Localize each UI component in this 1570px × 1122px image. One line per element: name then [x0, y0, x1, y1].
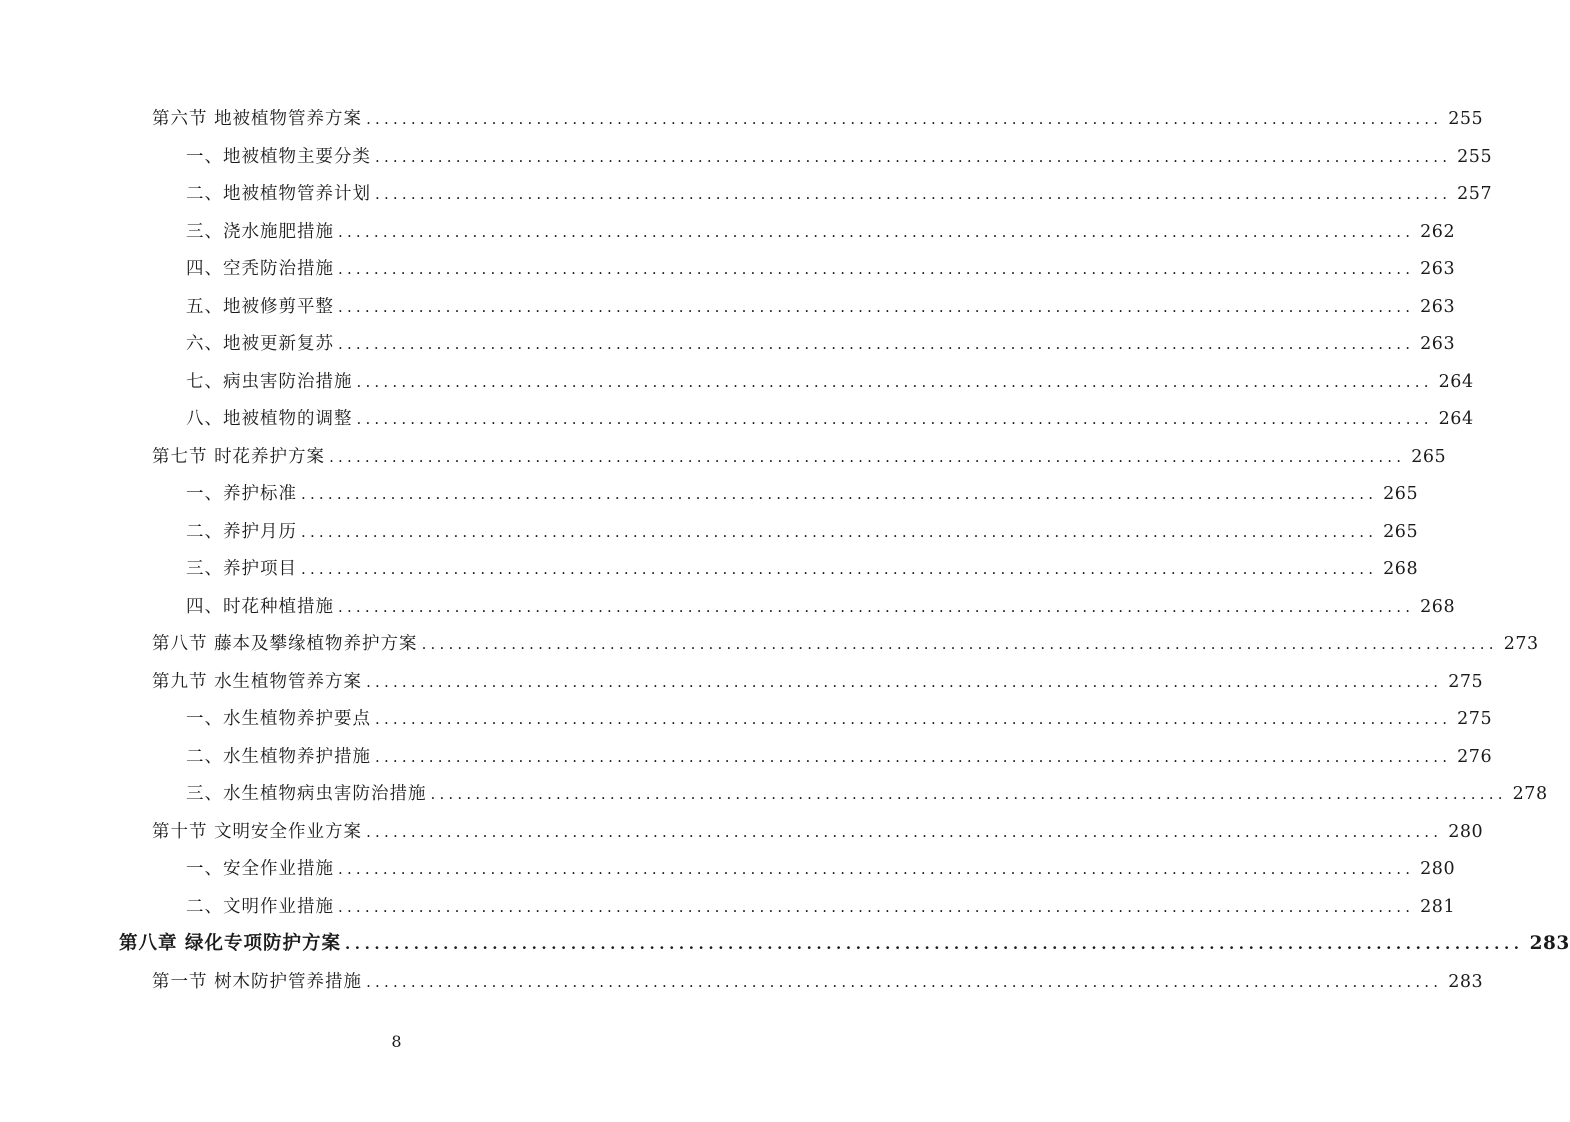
- toc-entry-title: 一、养护标准: [186, 484, 297, 504]
- toc-entry-title: 第八节 藤本及攀缘植物养护方案: [152, 634, 418, 654]
- toc-entry-page: 283: [1529, 933, 1570, 954]
- toc-entry-page: 276: [1457, 746, 1493, 767]
- toc-entry-title: 一、水生植物养护要点: [186, 709, 371, 729]
- toc-leader-dots: ........................................................................................................................: [329, 447, 1406, 466]
- toc-entry-section[interactable]: [152, 968, 1484, 996]
- toc-entry-page: 268: [1420, 596, 1456, 617]
- toc-entry-section[interactable]: [152, 818, 1484, 846]
- toc-leader-dots: ........................................................................................................................: [338, 260, 1415, 278]
- toc-entry-item[interactable]: [186, 405, 1474, 433]
- toc-entry-page: 268: [1383, 559, 1419, 579]
- toc-entry-page: 264: [1438, 371, 1474, 392]
- toc-entry-title: 第八章 绿化专项防护方案: [119, 933, 341, 954]
- toc-entry-page: 262: [1420, 221, 1456, 242]
- toc-entry-page: 283: [1448, 971, 1484, 992]
- toc-entry-page: 265: [1411, 446, 1447, 467]
- toc-entry-title: 七、病虫害防治措施: [186, 371, 353, 392]
- toc-leader-dots: ........................................................................................................................: [338, 222, 1415, 241]
- toc-leader-dots: ........................................................................................................................: [430, 785, 1507, 803]
- toc-entry-item[interactable]: [186, 368, 1474, 396]
- toc-entry-item[interactable]: [186, 743, 1493, 771]
- toc-leader-dots: ........................................................................................................................: [338, 335, 1415, 353]
- toc-leader-dots: ........................................................................................................................: [338, 897, 1415, 916]
- toc-leader-dots: ........................................................................................................................: [375, 747, 1452, 766]
- toc-leader-dots: ........................................................................................................................: [375, 147, 1452, 166]
- toc-entry-item[interactable]: [186, 780, 1548, 808]
- toc-leader-dots: ........................................................................................................................: [338, 860, 1415, 878]
- toc-entry-item[interactable]: [186, 555, 1419, 583]
- toc-leader-dots: ........................................................................................................................: [356, 410, 1433, 428]
- toc-entry-title: 二、地被植物管养计划: [186, 184, 371, 204]
- toc-entry-item[interactable]: [186, 293, 1456, 321]
- toc-entry-page: 264: [1438, 409, 1474, 429]
- toc-entry-title: 四、空秃防治措施: [186, 259, 334, 279]
- toc-entry-page: 275: [1448, 671, 1484, 692]
- toc-leader-dots: ........................................................................................................................: [301, 560, 1378, 578]
- toc-entry-section[interactable]: [152, 630, 1539, 658]
- toc-entry-title: 二、文明作业措施: [186, 896, 334, 917]
- toc-leader-dots: ........................................................................................................................: [366, 672, 1443, 691]
- toc-entry-title: 第七节 时花养护方案: [152, 446, 326, 467]
- toc-entry-page: 281: [1420, 896, 1456, 917]
- toc-entry-title: 三、水生植物病虫害防治措施: [186, 784, 427, 804]
- toc-entry-page: 275: [1457, 709, 1493, 729]
- toc-entry-item[interactable]: [186, 255, 1456, 283]
- toc-entry-title: 六、地被更新复苏: [186, 334, 334, 354]
- toc-entry-item[interactable]: [186, 218, 1456, 246]
- toc-entry-title: 第九节 水生植物管养方案: [152, 671, 363, 692]
- toc-leader-dots: ........................................................................................................................: [338, 297, 1415, 316]
- toc-leader-dots: ........................................................................................................................: [356, 372, 1433, 391]
- toc-leader-dots: ........................................................................................................................: [301, 485, 1378, 503]
- toc-entry-title: 一、安全作业措施: [186, 859, 334, 879]
- toc-entry-item[interactable]: [186, 480, 1419, 508]
- toc-entry-page: 278: [1512, 784, 1548, 804]
- toc-leader-dots: ........................................................................................................................: [366, 822, 1443, 841]
- toc-entry-title: 四、时花种植措施: [186, 596, 334, 617]
- toc-leader-dots: ........................................................................................................................: [375, 185, 1452, 203]
- toc-entry-page: 263: [1420, 334, 1456, 354]
- toc-entry-title: 第一节 树木防护管养措施: [152, 971, 363, 992]
- toc-entry-title: 二、水生植物养护措施: [186, 746, 371, 767]
- toc-entry-page: 273: [1503, 634, 1539, 654]
- toc-entry-item[interactable]: [186, 893, 1456, 921]
- page-number: 8: [391, 1032, 402, 1051]
- toc-entry-item[interactable]: [186, 518, 1419, 546]
- toc-entry-page: 280: [1448, 821, 1484, 842]
- toc-entry-section[interactable]: [152, 105, 1484, 133]
- toc-entry-title: 第十节 文明安全作业方案: [152, 821, 363, 842]
- toc-entry-title: 三、浇水施肥措施: [186, 221, 334, 242]
- toc-entry-section[interactable]: [152, 443, 1447, 471]
- toc-entry-item[interactable]: [186, 180, 1493, 208]
- toc-entry-title: 三、养护项目: [186, 559, 297, 579]
- toc-entry-item[interactable]: [186, 143, 1493, 171]
- toc-entry-page: 263: [1420, 259, 1456, 279]
- toc-leader-dots: ........................................................................................................................: [338, 597, 1415, 616]
- toc-entry-page: 265: [1383, 521, 1419, 542]
- toc-leader-dots: ........................................................................................................................: [366, 110, 1443, 128]
- toc-entry-item[interactable]: [186, 330, 1456, 358]
- toc-entry-page: 257: [1457, 184, 1493, 204]
- toc-entry-page: 255: [1448, 109, 1484, 129]
- toc-entry-page: 280: [1420, 859, 1456, 879]
- toc-leader-dots: ........................................................................................................................: [421, 635, 1498, 653]
- toc-entry-title: 八、地被植物的调整: [186, 409, 353, 429]
- toc-entry-item[interactable]: [186, 855, 1456, 883]
- toc-entry-title: 五、地被修剪平整: [186, 296, 334, 317]
- toc-entry-title: 二、养护月历: [186, 521, 297, 542]
- toc-entry-title: 一、地被植物主要分类: [186, 146, 371, 167]
- toc-entry-item[interactable]: [186, 593, 1456, 621]
- toc-entry-item[interactable]: [186, 705, 1493, 733]
- toc-entry-title: 第六节 地被植物管养方案: [152, 109, 363, 129]
- toc-entry-chapter[interactable]: [119, 930, 1570, 958]
- toc-leader-dots: ........................................................................................................................: [366, 972, 1443, 991]
- toc-leader-dots: ........................................................................................................................: [375, 710, 1452, 728]
- toc-entry-page: 255: [1457, 146, 1493, 167]
- toc-entry-page: 263: [1420, 296, 1456, 317]
- toc-entry-page: 265: [1383, 484, 1419, 504]
- toc-entry-section[interactable]: [152, 668, 1484, 696]
- toc-leader-dots: ........................................................................................................................: [301, 522, 1378, 541]
- toc-leader-dots: ........................................................................................................................: [344, 935, 1524, 953]
